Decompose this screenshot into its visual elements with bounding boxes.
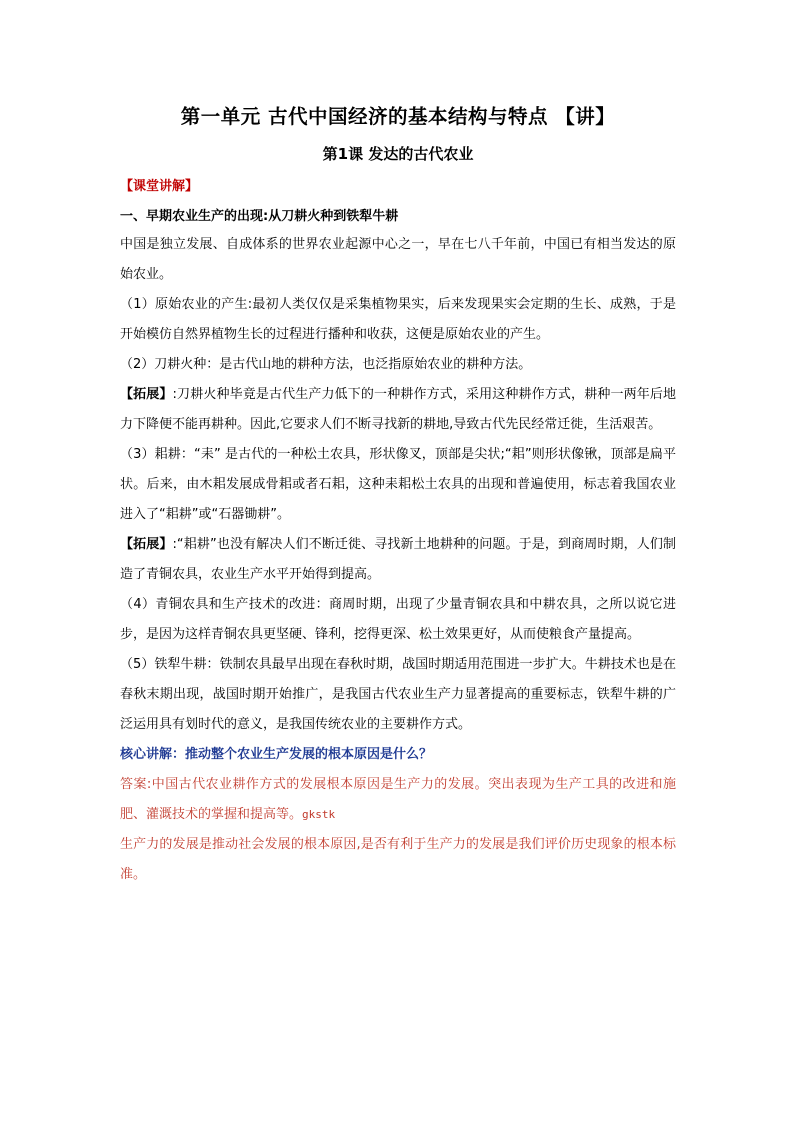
page-title: 第一单元 古代中国经济的基本结构与特点 【讲】	[180, 105, 616, 128]
item-slash-and-burn: （2）刀耕火种：是古代山地的耕种方法，也泛指原始农业的耕种方法。	[120, 357, 532, 372]
extension-label: 【拓展】	[120, 537, 173, 552]
item-primitive-agriculture: （1）原始农业的产生:最初人类仅仅是采集植物果实，后来发现果实会定期的生长、成熟，于是开始模仿自然界植物生长的过程进行播种和收获，这便是原始农业的产生。	[120, 297, 676, 342]
answer-paragraph	[120, 770, 676, 830]
section-tag: 【课堂讲解】	[120, 179, 199, 194]
item-bronze-tools: （4）青铜农具和生产技术的改进：商周时期，出现了少量青铜农具和中耕农具，之所以说它进步，是因为这样青铜农具更坚硬、锋利，挖得更深、松土效果更好，从而使粮食产量提高。	[120, 597, 676, 642]
document-page	[120, 100, 676, 890]
extension-paragraph-1	[120, 380, 676, 440]
conclusion-paragraph: 生产力的发展是推动社会发展的根本原因,是否有利于生产力的发展是我们评价历史现象的根本标准。	[120, 837, 676, 882]
extension-label: 【拓展】	[120, 387, 173, 402]
extension-text: :“耜耕”也没有解决人们不断迁徙、寻找新土地耕种的问题。于是，到商周时期，人们制造了青铜农具，农业生产水平开始得到提高。	[120, 537, 676, 582]
item-iron-plough-ox: （5）铁犁牛耕：铁制农具最早出现在春秋时期，战国时期适用范围进一步扩大。牛耕技术也是在春秋末期出现，战国时期开始推广，是我国古代农业生产力显著提高的重要标志，铁犁牛耕的广泛运用具有划时代的意义，是我国传统农业的主要耕作方式。	[120, 657, 676, 732]
intro-paragraph: 中国是独立发展、自成体系的世界农业起源中心之一，早在七八千年前，中国已有相当发达的原始农业。	[120, 237, 676, 282]
extension-text: :刀耕火种毕竟是古代生产力低下的一种耕作方式，采用这种耕作方式，耕种一两年后地力下降便不能再耕种。因此,它要求人们不断寻找新的耕地,导致古代先民经常迁徙，生活艰苦。	[120, 387, 676, 432]
answer-mark: gkstk	[302, 808, 336, 821]
section-heading: 一、早期农业生产的出现:从刀耕火种到铁犁牛耕	[120, 209, 399, 224]
lesson-title: 第1课 发达的古代农业	[322, 145, 474, 163]
extension-paragraph-2	[120, 530, 676, 590]
item-si-farming: （3）耜耕：“耒” 是古代的一种松土农具，形状像叉，顶部是尖状;“耜”则形状像锹，顶部是扁平状。后来，由木耜发展成骨耜或者石耜，这种耒耜松土农具的出现和普遍使用，标志着我国农业进入了“耜耕”或“石器锄耕”。	[120, 447, 676, 522]
core-question: 核心讲解：推动整个农业生产发展的根本原因是什么？	[120, 747, 433, 762]
answer-text: 答案:中国古代农业耕作方式的发展根本原因是生产力的发展。突出表现为生产工具的改进和施肥、灌溉技术的掌握和提高等。	[120, 777, 676, 822]
